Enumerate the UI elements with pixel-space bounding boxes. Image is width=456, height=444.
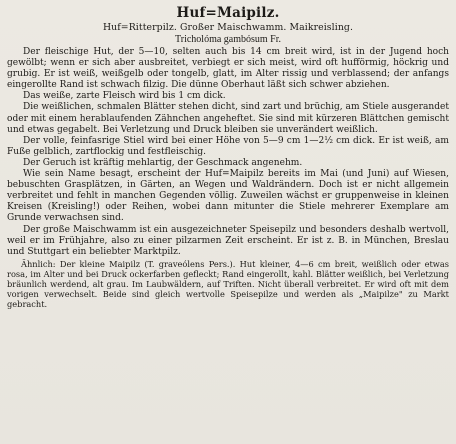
paragraph-edibility: Der große Maischwamm ist ein ausgezeichneter Speisepilz und besonders deshalb wertvoll, weil er im Frühjahre, also zu einer pilzarmen Zeit erscheint. Er ist z. B. in München, Breslau und Stuttgart ein beliebter Marktpilz. [7,224,449,257]
synonyms-line: Huf=Ritterpilz. Großer Maischwamm. Maikreisling. [102,22,354,33]
latin-name: Tricholóma gambósum Fr. [174,34,282,45]
paragraph-stem: Der volle, feinfasrige Stiel wird bei einer Höhe von 5—9 cm 1—2½ cm dick. Er ist weiß, am Fuße gelblich, zartflockig und festfleischig. [7,135,449,157]
similar-species-note: Ähnlich: Der kleine Maipilz (T. graveólens Pers.). Hut kleiner, 4—6 cm breit, weißlich oder etwas rosa, im Alter und bei Druck ockerfarben gefleckt; Rand eingerollt, kahl. Blätter weißlich, bei Verletzung bräunlich werdend, alt grau. Im Laubwäldern, auf Triften. Nicht überall verbreitet. Er wird oft mit dem vorigen verwechselt. Beide sind gleich wertvolle Speisepilze und werden als „Maipilze" zu Markt gebracht. [7,258,449,310]
paragraph-gills: Die weißlichen, schmalen Blätter stehen dicht, sind zart und brüchig, am Stiele ausgerandet oder mit einem herablaufenden Zähnchen angeheftet. Sie sind mit kürzeren Blättchen gemischt und etwas gegabelt. Bei Verletzung und Druck bleiben sie unverändert weißlich. [7,102,449,135]
paragraph-habitat: Wie sein Name besagt, erscheint der Huf=Maipilz bereits im Mai (und Juni) auf Wiesen, bebuschten Grasplätzen, in Gärten, an Wegen und Waldrändern. Doch ist er nicht allgemein verbreitet und fehlt in manchen Gegenden völlig. Zuweilen wächst er gruppenweise in kleinen Kreisen (Kreisling!) oder Reihen, wobei dann mitunter die Stiele mehrerer Exemplare am Grunde verwachsen sind. [7,169,449,224]
paragraph-hat: Der fleischige Hut, der 5—10, selten auch bis 14 cm breit wird, ist in der Jugend hoch gewölbt; wenn er sich aber ausbreitet, verbiegt er sich meist, wird oft hufförmig, höckrig und grubig. Er ist weiß, weißgelb oder tongelb, glatt, im Alter rissig und verblassend; der anfangs eingerollte Rand ist schwach filzig. Die dünne Oberhaut läßt sich schwer abziehen. [7,47,449,91]
paragraph-flesh: Das weiße, zarte Fleisch wird bis 1 cm dick. [23,91,226,102]
description-body [7,47,449,258]
paragraph-smell: Der Geruch ist kräftig mehlartig, der Geschmack angenehm. [23,157,303,168]
page-title: Huf=Maipilz. [176,5,280,21]
